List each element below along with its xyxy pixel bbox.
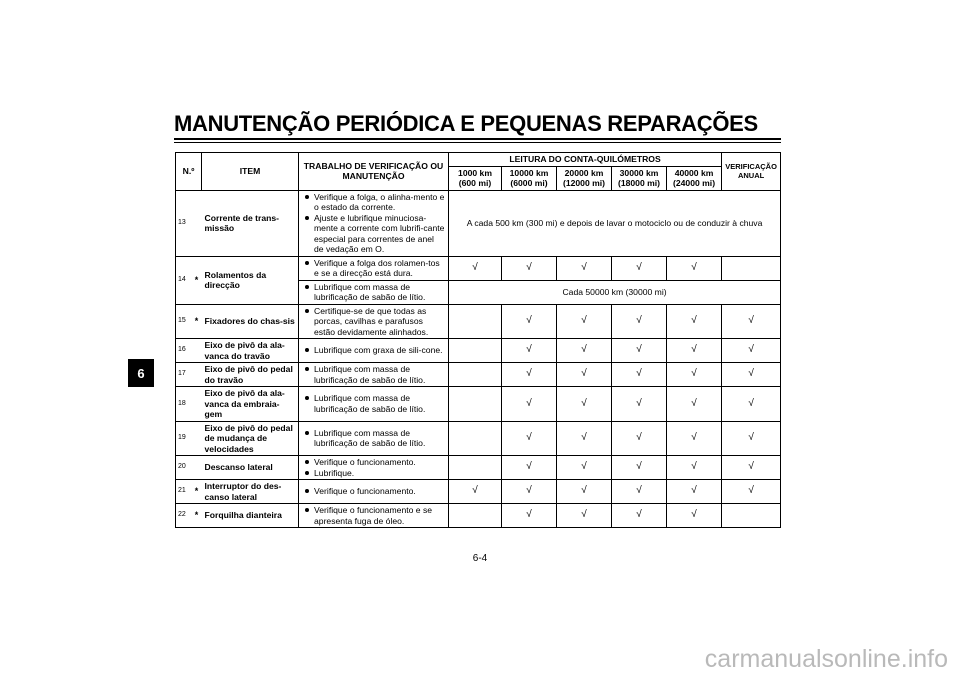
empty-cell (722, 504, 781, 528)
empty-cell (449, 456, 502, 480)
table-row (176, 421, 781, 456)
check-mark: √ (557, 363, 612, 387)
row-star (192, 363, 202, 387)
empty-cell (449, 339, 502, 363)
row-item: Interruptor do des-canso lateral (202, 480, 299, 504)
interval-header (449, 166, 502, 190)
work-item: Verifique o funcionamento. (314, 457, 445, 468)
interval-header (502, 166, 557, 190)
row-note: A cada 500 km (300 mi) e depois de lavar o motociclo ou de conduzir à chuva (449, 190, 781, 256)
row-item: Eixo de pivô da ala-vanca da embraia-gem (202, 387, 299, 422)
check-mark: √ (502, 504, 557, 528)
row-item: Descanso lateral (202, 456, 299, 480)
table-row (176, 504, 781, 528)
work-list (302, 282, 445, 303)
check-mark: √ (722, 304, 781, 339)
row-star (192, 456, 202, 480)
row-star: * (192, 480, 202, 504)
work-item: Lubrifique com massa de lubrificação de sabão de lítio. (314, 364, 445, 385)
work-item: Verifique o funcionamento. (314, 486, 445, 497)
work-list (302, 364, 445, 385)
row-work (299, 387, 449, 422)
work-list (302, 393, 445, 414)
check-mark: √ (612, 256, 667, 280)
check-mark: √ (557, 480, 612, 504)
row-work (299, 190, 449, 256)
row-item: Rolamentos da direcção (202, 256, 299, 304)
row-work (299, 480, 449, 504)
row-number: 20 (176, 456, 192, 480)
check-mark: √ (667, 363, 722, 387)
interval-km: 1000 km (458, 167, 492, 178)
interval-header (557, 166, 612, 190)
check-mark: √ (722, 480, 781, 504)
check-mark: √ (612, 421, 667, 456)
row-number: 16 (176, 339, 192, 363)
row-work (299, 421, 449, 456)
work-item: Verifique o funcionamento e se apresenta fuga de óleo. (314, 505, 445, 526)
page-number: 6-4 (472, 553, 488, 564)
row-item: Eixo de pivô da ala-vanca do travão (202, 339, 299, 363)
check-mark: √ (449, 480, 502, 504)
row-number: 17 (176, 363, 192, 387)
row-star (192, 339, 202, 363)
maintenance-table (175, 152, 781, 528)
table-row (176, 363, 781, 387)
empty-cell (449, 363, 502, 387)
check-mark: √ (449, 256, 502, 280)
row-work (299, 504, 449, 528)
check-mark: √ (502, 363, 557, 387)
interval-mi: (6000 mi) (510, 178, 548, 188)
row-work (299, 456, 449, 480)
table-row (176, 480, 781, 504)
row-star (192, 421, 202, 456)
check-mark: √ (612, 304, 667, 339)
table-row (176, 456, 781, 480)
row-star: * (192, 504, 202, 528)
check-mark: √ (722, 363, 781, 387)
row-star (192, 190, 202, 256)
work-item: Lubrifique. (314, 468, 445, 479)
row-number: 19 (176, 421, 192, 456)
check-mark: √ (502, 304, 557, 339)
check-mark: √ (502, 480, 557, 504)
check-mark: √ (722, 339, 781, 363)
check-mark: √ (722, 456, 781, 480)
row-work (299, 304, 449, 339)
interval-km: 10000 km (509, 167, 549, 178)
row-number: 14 (176, 256, 192, 304)
check-mark: √ (557, 387, 612, 422)
check-mark: √ (502, 456, 557, 480)
check-mark: √ (557, 339, 612, 363)
row-item: Eixo de pivô do pedal do travão (202, 363, 299, 387)
row-number: 22 (176, 504, 192, 528)
work-item: Ajuste e lubrifique minuciosa-mente a corrente com lubrifi-cante especial para correntes de anel de vedação em O. (314, 212, 445, 254)
check-mark: √ (667, 480, 722, 504)
row-work (299, 280, 449, 304)
watermark: carmanualsonline.info (704, 645, 948, 673)
row-item: Fixadores do chas-sis (202, 304, 299, 339)
row-number: 15 (176, 304, 192, 339)
interval-header (667, 166, 722, 190)
interval-km: 20000 km (564, 167, 604, 178)
header-odometer: LEITURA DO CONTA-QUILÓMETROS (449, 153, 722, 167)
table-row (176, 387, 781, 422)
interval-mi: (12000 mi) (562, 178, 606, 188)
check-mark: √ (667, 504, 722, 528)
title-rule (174, 138, 781, 140)
work-item: Lubrifique com massa de lubrificação de sabão de lítio. (314, 282, 445, 303)
interval-header (612, 166, 667, 190)
check-mark: √ (502, 256, 557, 280)
check-mark: √ (557, 304, 612, 339)
table-row (176, 339, 781, 363)
row-item: Corrente de trans-missão (202, 190, 299, 256)
work-item: Lubrifique com massa de lubrificação de sabão de lítio. (314, 393, 445, 414)
work-item: Lubrifique com graxa de sili-cone. (314, 345, 445, 356)
header-num: N.º (176, 153, 202, 191)
interval-mi: (18000 mi) (617, 178, 661, 188)
row-number: 13 (176, 190, 192, 256)
row-item: Eixo de pivô do pedal de mudança de velocidades (202, 421, 299, 456)
row-number: 18 (176, 387, 192, 422)
check-mark: √ (502, 387, 557, 422)
work-item: Certifique-se de que todas as porcas, cavilhas e parafusos estão devidamente alinhados. (314, 306, 445, 338)
work-list (302, 192, 445, 255)
row-work (299, 256, 449, 280)
header-work: TRABALHO DE VERIFICAÇÃO OU MANUTENÇÃO (299, 153, 449, 191)
check-mark: √ (722, 387, 781, 422)
interval-mi: (600 mi) (458, 178, 492, 188)
work-list (302, 486, 445, 497)
page-title: MANUTENÇÃO PERIÓDICA E PEQUENAS REPARAÇÕES (174, 111, 758, 136)
check-mark: √ (612, 504, 667, 528)
table-row (176, 304, 781, 339)
header-annual: VERIFICAÇÃO ANUAL (722, 153, 781, 191)
check-mark: √ (667, 387, 722, 422)
row-star: * (192, 304, 202, 339)
interval-km: 40000 km (674, 167, 714, 178)
check-mark: √ (612, 339, 667, 363)
title-rule-thin (174, 142, 781, 143)
table-row (176, 190, 781, 256)
work-item: Verifique a folga dos rolamen-tos e se a direcção está dura. (314, 258, 445, 279)
header-row (176, 153, 781, 167)
work-item: Lubrifique com massa de lubrificação de sabão de lítio. (314, 428, 445, 449)
work-list (302, 505, 445, 526)
row-item: Forquilha dianteira (202, 504, 299, 528)
empty-cell (449, 421, 502, 456)
work-list (302, 258, 445, 279)
empty-cell (722, 256, 781, 280)
check-mark: √ (667, 339, 722, 363)
check-mark: √ (502, 421, 557, 456)
check-mark: √ (557, 421, 612, 456)
work-list (302, 345, 445, 356)
check-mark: √ (557, 256, 612, 280)
row-work (299, 363, 449, 387)
empty-cell (449, 304, 502, 339)
check-mark: √ (722, 421, 781, 456)
row-number: 21 (176, 480, 192, 504)
work-list (302, 428, 445, 449)
row-work (299, 339, 449, 363)
row-star: * (192, 256, 202, 304)
empty-cell (449, 387, 502, 422)
check-mark: √ (612, 480, 667, 504)
check-mark: √ (612, 387, 667, 422)
chapter-tab: 6 (128, 359, 154, 387)
check-mark: √ (667, 256, 722, 280)
table-row (176, 256, 781, 280)
check-mark: √ (557, 456, 612, 480)
check-mark: √ (557, 504, 612, 528)
check-mark: √ (667, 304, 722, 339)
check-mark: √ (667, 421, 722, 456)
work-list (302, 457, 445, 478)
row-star (192, 387, 202, 422)
row-note: Cada 50000 km (30000 mi) (449, 280, 781, 304)
header-item: ITEM (202, 153, 299, 191)
check-mark: √ (667, 456, 722, 480)
check-mark: √ (612, 363, 667, 387)
interval-mi: (24000 mi) (673, 178, 716, 188)
empty-cell (449, 504, 502, 528)
work-list (302, 306, 445, 338)
work-item: Verifique a folga, o alinha-mento e o estado da corrente. (314, 191, 445, 212)
check-mark: √ (612, 456, 667, 480)
check-mark: √ (502, 339, 557, 363)
interval-km: 30000 km (619, 167, 659, 178)
